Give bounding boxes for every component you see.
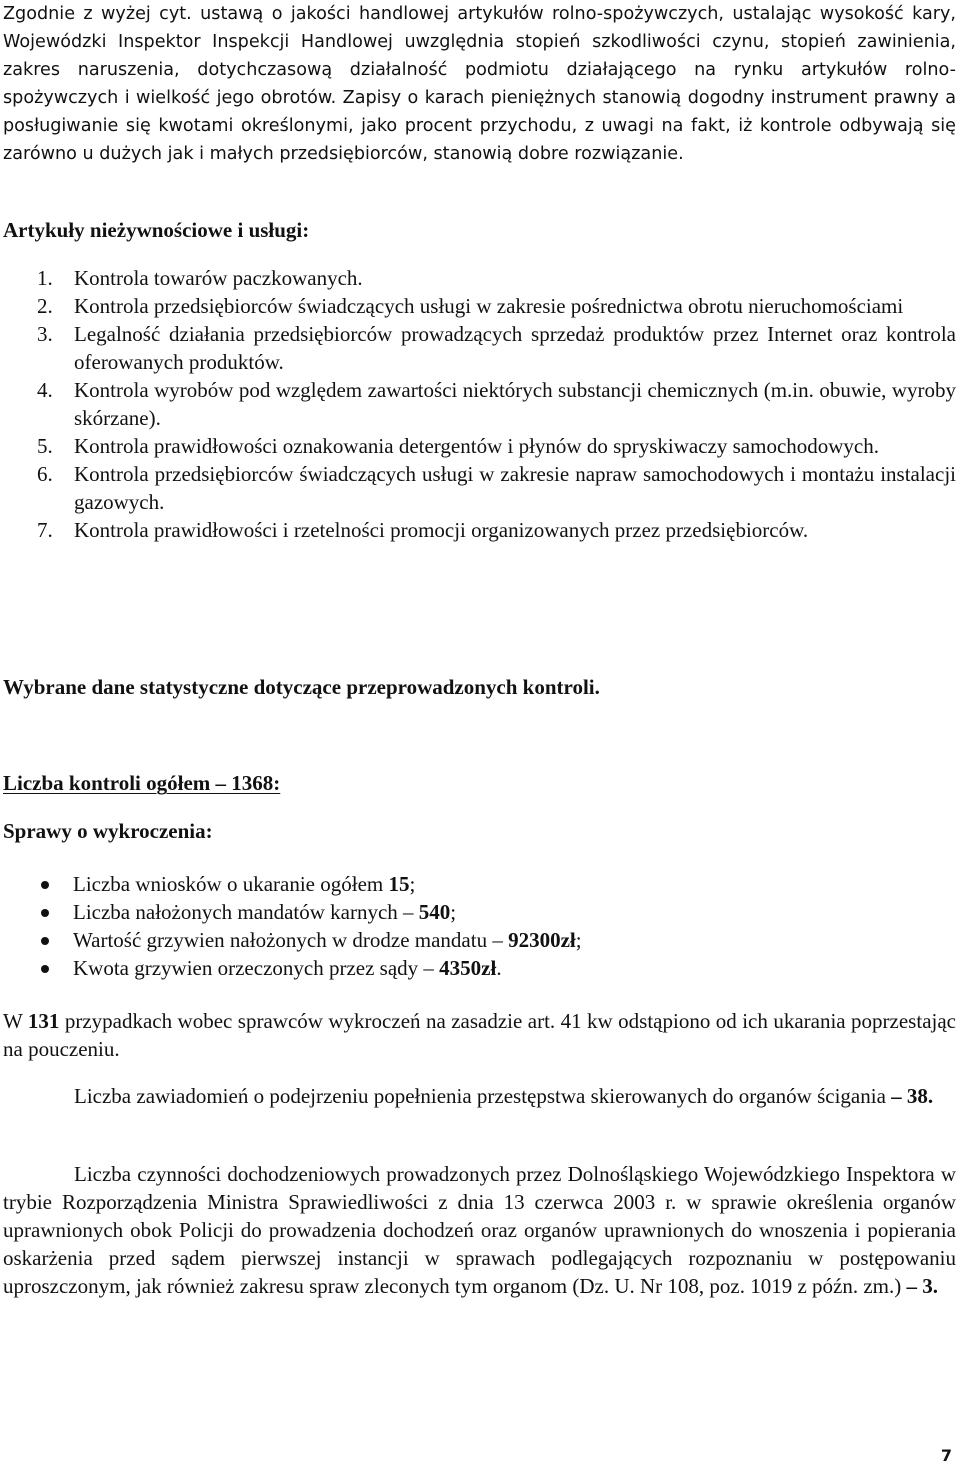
offences-list-wrapper	[3, 870, 956, 982]
offence-suffix: .	[496, 956, 502, 980]
list-item-text: Kontrola przedsiębiorców świadczących usługi w zakresie napraw samochodowych i montażu instalacji gazowych.	[74, 462, 956, 514]
total-controls-heading: Liczba kontroli ogółem – 1368:	[3, 771, 281, 795]
intro-paragraph-text: Zgodnie z wyżej cyt. ustawą o jakości handlowej artykułów rolno-spożywczych, ustalając wysokość kary, Wojewódzki Inspektor Inspekcji Handlowej uwzględnia stopień szkodliwości czynu, stopień zawinienia, zakres naruszenia, dotychczasową działalność podmiotu działającego na rynku artykułów rolno-spożywczych i wielkość jego obrotów. Zapisy o karach pieniężnych stanowią dogodny instrument prawny a posługiwanie się kwotami określonymi, jako procent przychodu, z uwagi na fakt, iż kontrole odbywają się zarówno u dużych jak i małych przedsiębiorców, stanowią dobre rozwiązanie.	[3, 4, 956, 164]
list-item	[3, 320, 956, 376]
list-item	[3, 292, 956, 320]
list-item-number: 5.	[37, 434, 53, 458]
bullet-icon	[41, 881, 49, 889]
intro-paragraph	[3, 0, 956, 168]
list-item	[3, 870, 956, 898]
list-item	[3, 954, 956, 982]
admonition-value: 131	[27, 1009, 60, 1033]
offence-value: 15	[388, 872, 410, 896]
offence-label: Liczba nałożonych mandatów karnych –	[73, 900, 419, 924]
offence-label: Liczba wniosków o ukaranie ogółem	[73, 872, 389, 896]
list-item	[3, 460, 956, 516]
list-item	[3, 516, 956, 544]
investigations-paragraph	[3, 1160, 956, 1300]
list-item-number: 2.	[37, 294, 53, 318]
list-item	[3, 432, 956, 460]
stats-heading: Wybrane dane statystyczne dotyczące przeprowadzonych kontroli.	[3, 675, 600, 699]
bullet-icon	[41, 937, 49, 945]
non-food-list-wrapper	[3, 264, 956, 544]
crime-reports-label: Liczba zawiadomień o podejrzeniu popełnienia przestępstwa skierowanych do organów ścigania	[74, 1084, 892, 1108]
list-item-text: Kontrola towarów paczkowanych.	[74, 266, 363, 290]
offences-list	[3, 870, 956, 982]
total-controls-block	[3, 769, 956, 797]
admonition-before: W	[3, 1009, 28, 1033]
offence-value: 540	[418, 900, 451, 924]
list-item-number: 7.	[37, 518, 53, 542]
offence-label: Wartość grzywien nałożonych w drodze mandatu –	[73, 928, 509, 952]
list-item-number: 6.	[37, 462, 53, 486]
stats-heading-block	[3, 673, 956, 701]
list-item	[3, 376, 956, 432]
bullet-icon	[41, 965, 49, 973]
crime-reports-paragraph	[3, 1082, 956, 1110]
investigations-value: – 3.	[906, 1274, 939, 1298]
list-item-text: Kontrola prawidłowości oznakowania detergentów i płynów do spryskiwaczy samochodowych.	[74, 434, 880, 458]
page-number: 7	[940, 1446, 952, 1465]
admonition-paragraph	[3, 1007, 956, 1063]
offences-heading: Sprawy o wykroczenia:	[3, 819, 213, 843]
non-food-list	[3, 264, 956, 544]
offence-value: 4350zł	[439, 956, 497, 980]
non-food-section	[3, 216, 956, 244]
admonition-paragraph-text	[3, 1007, 956, 1063]
list-item-text: Kontrola prawidłowości i rzetelności promocji organizowanych przez przedsiębiorców.	[74, 518, 809, 542]
offences-heading-block	[3, 817, 956, 845]
list-item-number: 4.	[37, 378, 53, 402]
investigations-text	[3, 1160, 956, 1300]
investigations-label: Liczba czynności dochodzeniowych prowadzonych przez Dolnośląskiego Wojewódzkiego Inspektora w trybie Rozporządzenia Ministra Sprawiedliwości z dnia 13 czerwca 2003 r. w sprawie określenia organów uprawnionych obok Policji do prowadzenia dochodzeń oraz organów uprawnionych do wnoszenia i popierania oskarżenia przed sądem pierwszej instancji w sprawach podlegających rozpoznaniu w postępowaniu uproszczonym, jak również zakresu spraw zleconych tym organom (Dz. U. Nr 108, poz. 1019 z późn. zm.)	[3, 1162, 956, 1298]
list-item-text: Kontrola wyrobów pod względem zawartości niektórych substancji chemicznych (m.in. obuwie, wyroby skórzane).	[74, 378, 956, 430]
list-item	[3, 264, 956, 292]
offence-suffix: ;	[575, 928, 582, 952]
list-item	[3, 898, 956, 926]
admonition-after: przypadkach wobec sprawców wykroczeń na zasadzie art. 41 kw odstąpiono od ich ukarania poprzestając na pouczeniu.	[3, 1009, 956, 1061]
offence-value: 92300zł	[508, 928, 576, 952]
list-item-text: Legalność działania przedsiębiorców prowadzących sprzedaż produktów przez Internet oraz kontrola oferowanych produktów.	[74, 322, 956, 374]
non-food-heading: Artykuły nieżywnościowe i usługi:	[3, 218, 310, 242]
list-item-number: 3.	[37, 322, 53, 346]
crime-reports-value: – 38.	[891, 1084, 934, 1108]
offence-suffix: ;	[409, 872, 416, 896]
bullet-icon	[41, 909, 49, 917]
offence-suffix: ;	[450, 900, 457, 924]
list-item	[3, 926, 956, 954]
list-item-number: 1.	[37, 266, 53, 290]
offence-label: Kwota grzywien orzeczonych przez sądy –	[73, 956, 440, 980]
crime-reports-text	[3, 1082, 956, 1110]
list-item-text: Kontrola przedsiębiorców świadczących usługi w zakresie pośrednictwa obrotu nieruchomościami	[74, 294, 904, 318]
